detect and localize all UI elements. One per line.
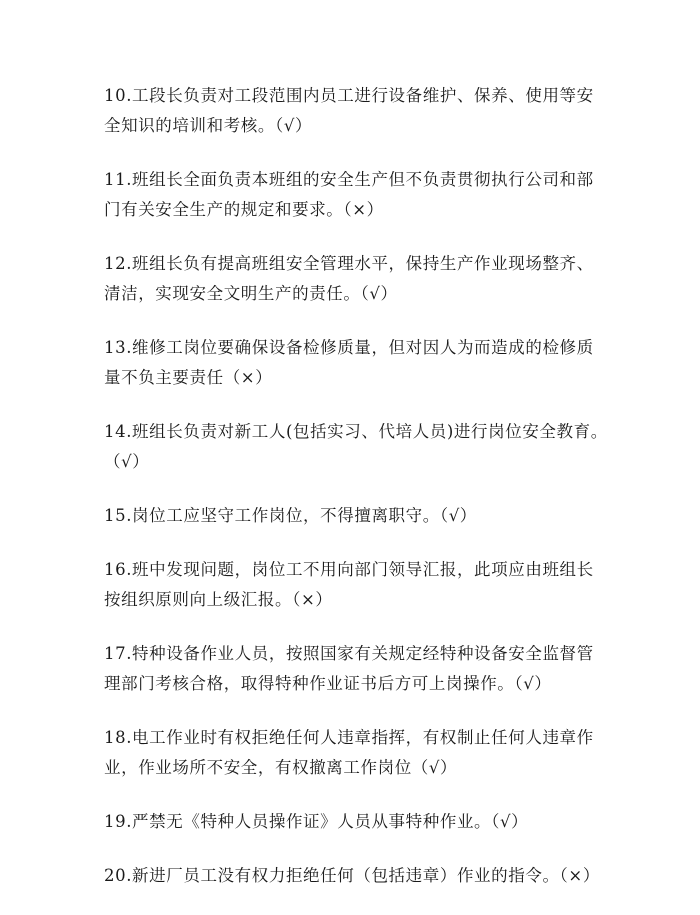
question-line: 按组织原则向上级汇报。（×） (104, 590, 333, 609)
question-line: 15.岗位工应坚守工作岗位，不得擅离职守。（√） (104, 506, 477, 525)
question-line: 13.维修工岗位要确保设备检修质量，但对因人为而造成的检修质 (104, 338, 594, 357)
question-item-17 (104, 639, 624, 699)
question-item-15 (104, 501, 624, 531)
question-line: 18.电工作业时有权拒绝任何人违章指挥，有权制止任何人违章作 (104, 728, 594, 747)
question-line: 全知识的培训和考核。（√） (104, 116, 313, 135)
question-line: 14.班组长负责对新工人(包括实习、代培人员)进行岗位安全教育。 (104, 422, 608, 441)
question-item-14 (104, 417, 624, 477)
question-item-16 (104, 555, 624, 615)
question-line: 17.特种设备作业人员，按照国家有关规定经特种设备安全监督管 (104, 644, 594, 663)
question-item-20 (104, 861, 624, 891)
question-line: 10.工段长负责对工段范围内员工进行设备维护、保养、使用等安 (104, 86, 594, 105)
question-item-12 (104, 249, 624, 309)
question-line: 12.班组长负有提高班组安全管理水平，保持生产作业现场整齐、 (104, 254, 594, 273)
question-line: 理部门考核合格，取得特种作业证书后方可上岗操作。（√） (104, 674, 552, 693)
question-line: 11.班组长全面负责本班组的安全生产但不负责贯彻执行公司和部 (104, 170, 594, 189)
question-line: （√） (104, 452, 150, 471)
question-line: 业，作业场所不安全，有权撤离工作岗位（√） (104, 758, 458, 777)
question-line: 门有关安全生产的规定和要求。（×） (104, 200, 384, 219)
question-item-11 (104, 165, 624, 225)
question-item-18 (104, 723, 624, 783)
question-item-19 (104, 807, 624, 837)
question-line: 19.严禁无《特种人员操作证》人员从事特种作业。（√） (104, 812, 529, 831)
question-line: 20.新进厂员工没有权力拒绝任何（包括违章）作业的指令。（×） (104, 866, 600, 885)
question-line: 清洁，实现安全文明生产的责任。（√） (104, 284, 398, 303)
question-line: 16.班中发现问题，岗位工不用向部门领导汇报，此项应由班组长 (104, 560, 594, 579)
question-item-13 (104, 333, 624, 393)
question-line: 量不负主要责任（×） (104, 368, 273, 387)
question-list (104, 81, 624, 915)
question-item-10 (104, 81, 624, 141)
